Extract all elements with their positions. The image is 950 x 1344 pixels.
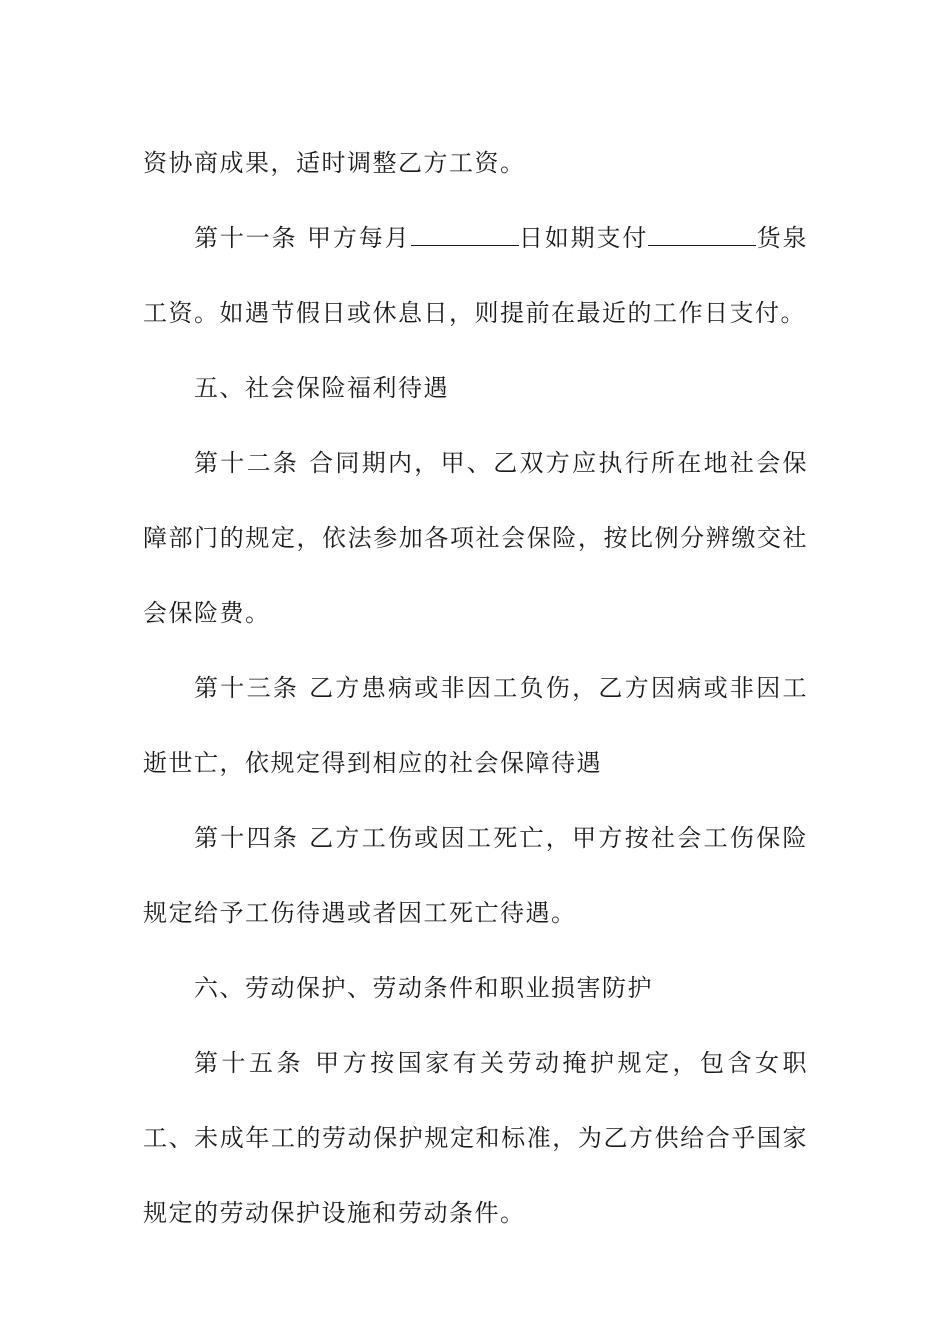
article-11-text-middle: 日如期支付 xyxy=(518,224,649,252)
article-11-text-start: 第十一条 甲方每月 xyxy=(194,224,411,252)
paragraph-article-15: 第十五条 甲方按国家有关劳动掩护规定，包含女职工、未成年工的劳动保护规定和标准，为乙方供给合乎国家规定的劳动保护设施和劳动条件。 xyxy=(143,1049,808,1227)
article-11-text-end: 货泉工资。如遇节假日或休息日，则提前在最近的工作日支付。 xyxy=(143,224,808,327)
fill-blank-currency xyxy=(648,227,756,246)
section-heading-6: 六、劳动保护、劳动条件和职业损害防护 xyxy=(194,974,653,1002)
paragraph-article-12: 第十二条 合同期内，甲、乙双方应执行所在地社会保障部门的规定，依法参加各项社会保险，按比例分辨缴交社会保险费。 xyxy=(143,449,808,627)
fill-blank-day xyxy=(411,227,519,246)
document-body xyxy=(143,126,808,1251)
paragraph-article-14: 第十四条 乙方工伤或因工死亡，甲方按社会工伤保险规定给予工伤待遇或者因工死亡待遇。 xyxy=(143,824,808,927)
paragraph-article-13: 第十三条 乙方患病或非因工负伤，乙方因病或非因工逝世亡，依规定得到相应的社会保障待遇 xyxy=(143,674,808,777)
section-heading-5: 五、社会保险福利待遇 xyxy=(194,374,449,402)
paragraph-article-11 xyxy=(143,201,808,351)
paragraph-continuation: 资协商成果，适时调整乙方工资。 xyxy=(143,149,526,177)
